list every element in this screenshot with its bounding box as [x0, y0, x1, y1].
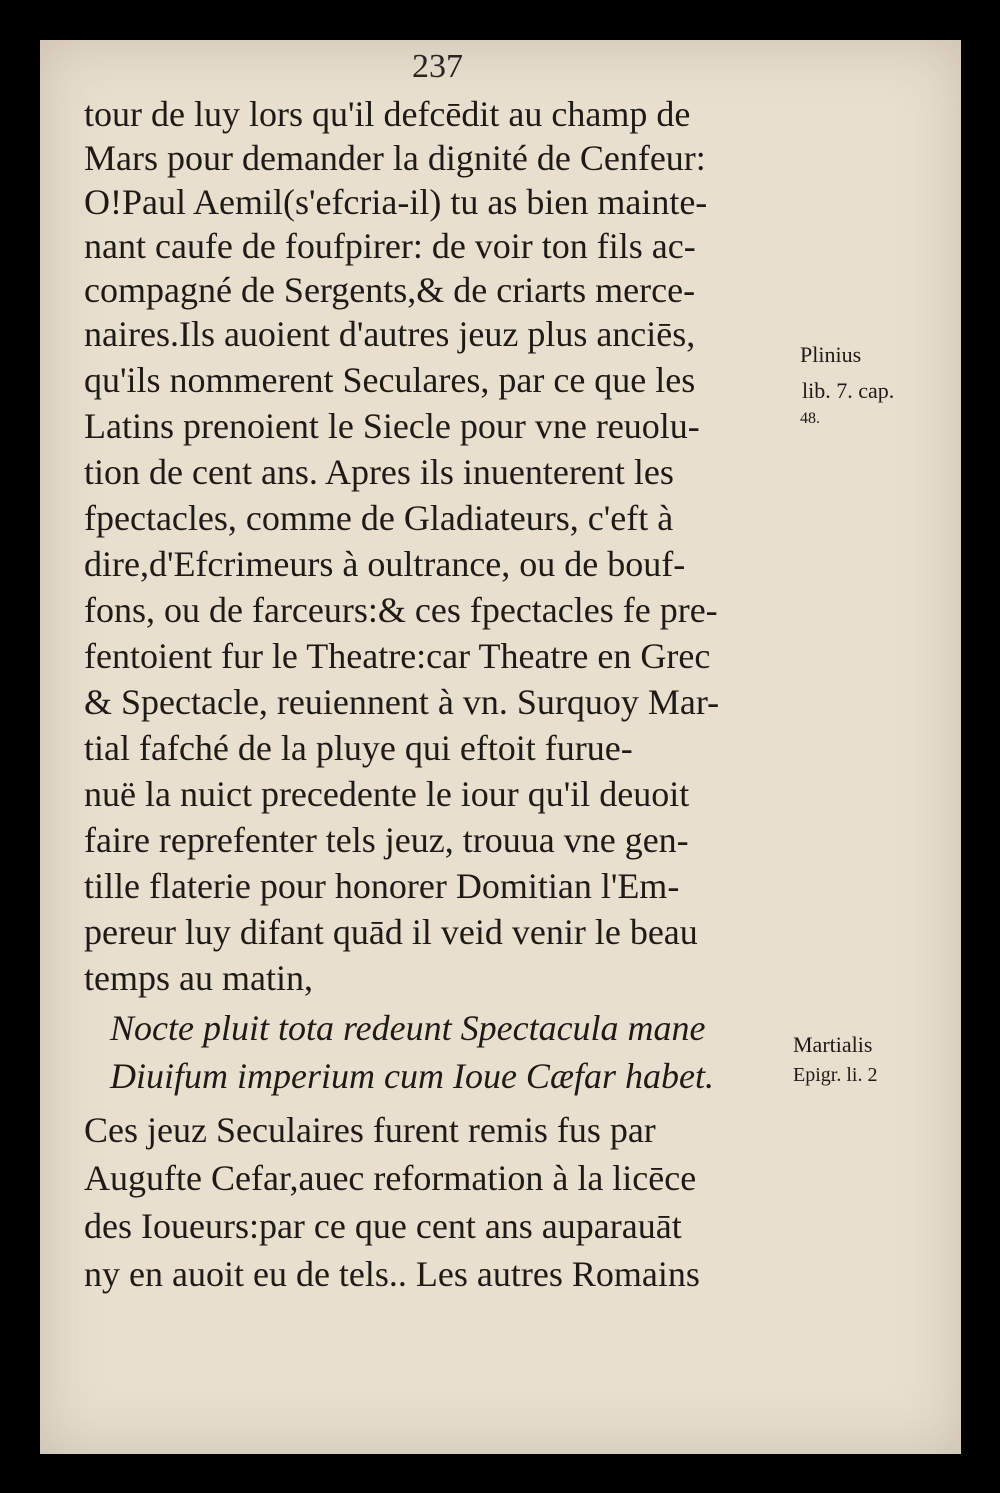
- text-line: des Ioueurs:par ce que cent ans auparauāt: [84, 1206, 682, 1246]
- text-line: dire,d'Efcrimeurs à oultrance, ou de bouf-: [84, 544, 686, 584]
- text-line: Mars pour demander la dignité de Cenfeur:: [84, 138, 706, 178]
- text-line: tion de cent ans. Apres ils inuenterent les: [84, 452, 674, 492]
- text-line: compagné de Sergents,& de criarts merce-: [84, 270, 696, 310]
- text-line: nuë la nuict precedente le iour qu'il deuoit: [84, 774, 690, 814]
- text-line: tial fafché de la pluye qui eftoit furue-: [84, 728, 633, 768]
- verse-line: Diuifum imperium cum Ioue Cæfar habet.: [110, 1056, 714, 1096]
- text-line: Ces jeuz Seculaires furent remis fus par: [84, 1110, 656, 1150]
- margin-note: Martialis: [793, 1032, 873, 1057]
- margin-note: Plinius: [800, 342, 862, 367]
- text-line: Latins prenoient le Siecle pour vne reuolu-: [84, 406, 700, 446]
- text-line: pereur luy difant quād il veid venir le beau: [84, 912, 698, 952]
- text-line: O!Paul Aemil(s'efcria-il) tu as bien mainte-: [84, 182, 708, 222]
- text-line: naires.Ils auoient d'autres jeuz plus anciēs,: [84, 314, 696, 354]
- text-line: nant caufe de foufpirer: de voir ton fils ac-: [84, 226, 696, 266]
- text-line: tour de luy lors qu'il defcēdit au champ de: [84, 94, 691, 134]
- text-line: fpectacles, comme de Gladiateurs, c'eft à: [84, 498, 674, 538]
- text-line: temps au matin,: [84, 958, 313, 998]
- text-line: fons, ou de farceurs:& ces fpectacles fe pre-: [84, 590, 718, 630]
- text-line: fentoient fur le Theatre:car Theatre en Grec: [84, 636, 711, 676]
- margin-note: 48.: [800, 410, 820, 427]
- text-line: qu'ils nommerent Seculares, par ce que les: [84, 360, 696, 400]
- margin-note: Epigr. li. 2: [793, 1064, 878, 1086]
- text-line: faire reprefenter tels jeuz, trouua vne gen-: [84, 820, 689, 860]
- text-line: tille flaterie pour honorer Domitian l'Em-: [84, 866, 680, 906]
- margin-note: lib. 7. cap.: [802, 378, 895, 403]
- text-line: ny en auoit eu de tels.. Les autres Romains: [84, 1254, 700, 1294]
- page-number: 237: [412, 48, 463, 85]
- text-line: Augufte Cefar,auec reformation à la licēce: [84, 1158, 697, 1198]
- text-line: & Spectacle, reuiennent à vn. Surquoy Mar-: [84, 682, 720, 722]
- book-page: [40, 40, 961, 1454]
- verse-line: Nocte pluit tota redeunt Spectacula mane: [110, 1008, 706, 1048]
